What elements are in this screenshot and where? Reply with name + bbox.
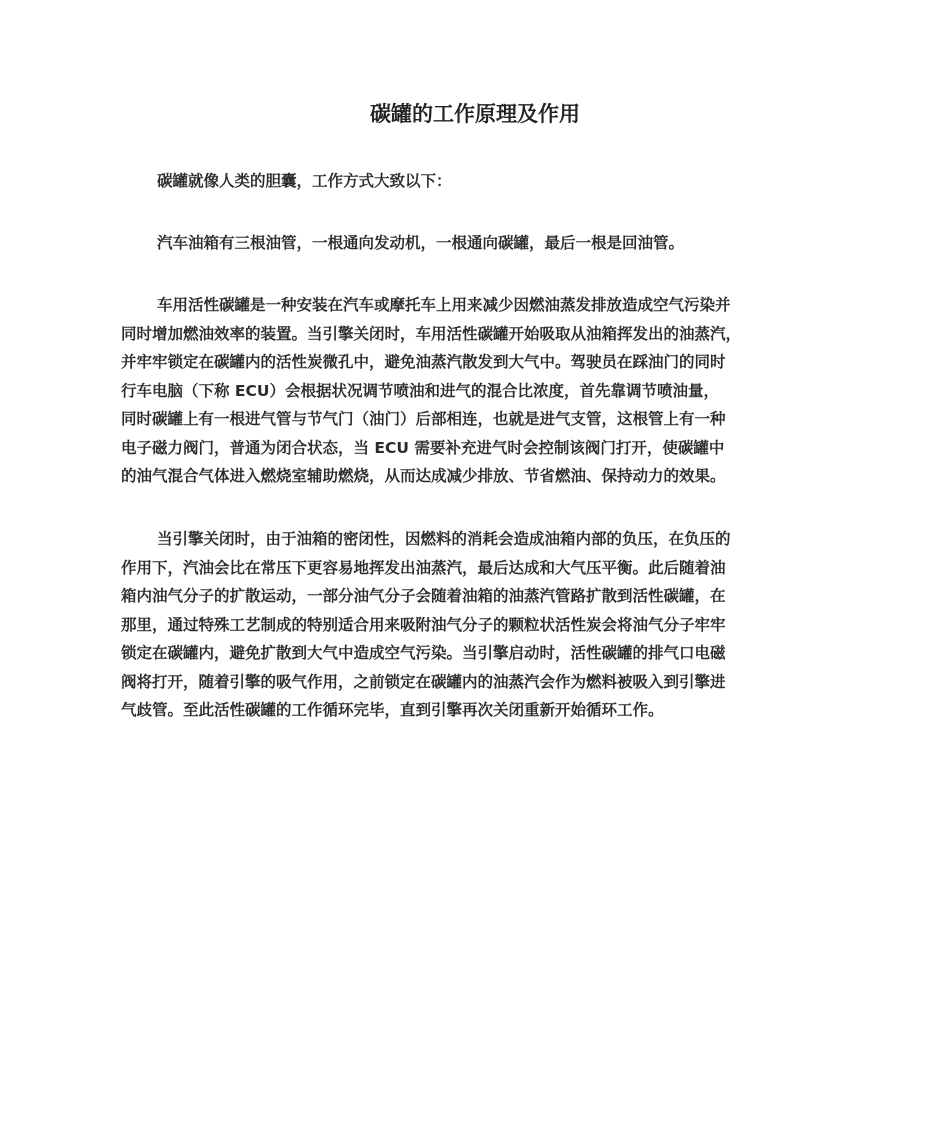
paragraph-line: 汽车油箱有三根油管，一根通向发动机，一根通向碳罐，最后一根是回油管。 xyxy=(157,234,685,252)
paragraph-intro xyxy=(121,167,833,196)
paragraph-line: 并牢牢锁定在碳罐内的活性炭微孔中，避免油蒸汽散发到大气中。驾驶员在踩油门的同时 xyxy=(121,353,726,371)
document-title: 碳罐的工作原理及作用 xyxy=(370,102,580,126)
paragraph-line: 同时碳罐上有一根进气管与节气门（油门）后部相连，也就是进气支管，这根管上有一种 xyxy=(121,410,726,428)
paragraph-line: 气歧管。至此活性碳罐的工作循环完毕，直到引擎再次关闭重新开始循环工作。 xyxy=(121,701,664,719)
paragraph-line: 同时增加燃油效率的装置。当引擎关闭时，车用活性碳罐开始吸取从油箱挥发出的油蒸汽， xyxy=(121,324,742,343)
paragraph-line: 那里，通过特殊工艺制成的特别适合用来吸附油气分子的颗粒状活性炭会将油气分子牢牢 xyxy=(121,615,726,634)
paragraph-engine-off-cycle xyxy=(121,525,833,725)
paragraph-line: 阀将打开，随着引擎的吸气作用，之前锁定在碳罐内的油蒸汽会作为燃料被吸入到引擎进 xyxy=(121,672,726,691)
paragraph-line: 车用活性碳罐是一种安装在汽车或摩托车上用来减少因燃油蒸发排放造成空气污染并 xyxy=(157,296,731,314)
paragraph-line: 箱内油气分子的扩散运动，一部分油气分子会随着油箱的油蒸汽管路扩散到活性碳罐，在 xyxy=(121,587,726,605)
paragraph-line: 电子磁力阀门，普通为闭合状态，当 ECU 需要补充进气时会控制该阀门打开，使碳罐中 xyxy=(121,438,725,457)
paragraph-canister-function xyxy=(121,291,833,491)
paragraph-line: 当引擎关闭时，由于油箱的密闭性，因燃料的消耗会造成油箱内部的负压，在负压的 xyxy=(157,530,731,548)
paragraph-line: 的油气混合气体进入燃烧室辅助燃烧，从而达成减少排放、节省燃油、保持动力的效果。 xyxy=(121,467,726,485)
paragraph-line: 碳罐就像人类的胆囊，工作方式大致以下： xyxy=(157,172,452,190)
paragraph-line: 锁定在碳罐内，避免扩散到大气中造成空气污染。当引擎启动时，活性碳罐的排气口电磁 xyxy=(121,644,726,662)
paragraph-fuel-pipes xyxy=(121,229,833,258)
paragraph-line: 行车电脑（下称 ECU）会根据状况调节喷油和进气的混合比浓度，首先靠调节喷油量， xyxy=(121,381,719,400)
paragraph-line: 作用下，汽油会比在常压下更容易地挥发出油蒸汽，最后达成和大气压平衡。此后随着油 xyxy=(121,558,726,577)
